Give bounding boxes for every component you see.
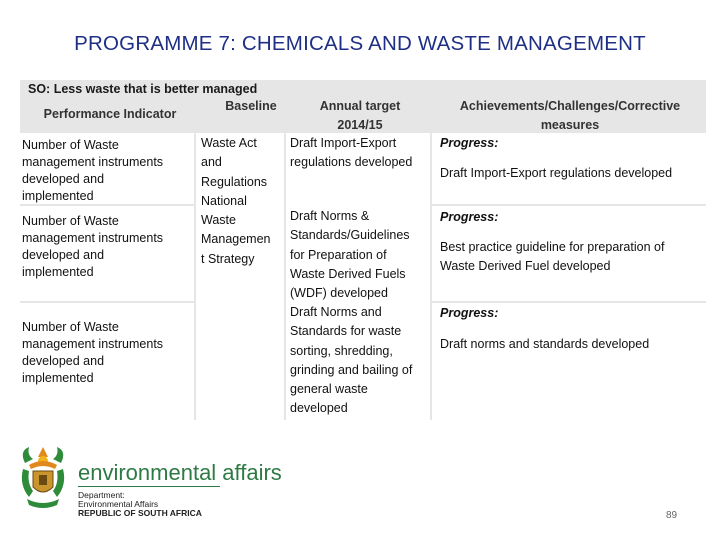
cell-indicator-1 bbox=[20, 133, 194, 204]
header-indicator: Performance Indicator bbox=[43, 107, 177, 121]
achievement-1-text: Draft Import-Export regulations developed bbox=[440, 166, 673, 180]
baseline-text: Waste Act and Regulations National Waste Managemen t Strategy bbox=[201, 136, 271, 266]
target-2-text: Draft Norms & Standards/Guidelines for Preparation of Waste Derived Fuels (WDF) developed bbox=[290, 209, 410, 301]
header-baseline: Baseline bbox=[225, 99, 277, 113]
cell-indicator-2 bbox=[20, 206, 194, 301]
page-number: 89 bbox=[666, 510, 678, 521]
country-name: REPUBLIC OF SOUTH AFRICA bbox=[78, 508, 202, 518]
target-1-text: Draft Import-Export regulations developed bbox=[290, 136, 413, 170]
header-achievements: Achievements/Challenges/Corrective measures bbox=[459, 99, 681, 132]
cell-annual-target bbox=[286, 133, 430, 420]
department-divider bbox=[78, 486, 220, 487]
department-name: environmental affairs bbox=[78, 460, 282, 485]
department-full-name: Environmental Affairs bbox=[78, 499, 159, 509]
indicator-1-text: Number of Waste management instruments developed and implemented bbox=[22, 138, 164, 203]
progress-label-3: Progress: bbox=[440, 306, 499, 320]
coat-of-arms-logo bbox=[15, 445, 71, 513]
department-label: Department: bbox=[78, 490, 125, 500]
progress-label-2: Progress: bbox=[440, 210, 499, 224]
cell-achievement-1 bbox=[432, 133, 706, 204]
indicator-2-text: Number of Waste management instruments developed and implemented bbox=[22, 214, 164, 279]
slide-title: PROGRAMME 7: CHEMICALS AND WASTE MANAGEMENT bbox=[74, 32, 646, 55]
target-3-text: Draft Norms and Standards for waste sorting, shredding, grinding and bailing of general waste developed bbox=[290, 305, 413, 416]
cell-indicator-3 bbox=[20, 303, 194, 420]
achievement-2-text: Best practice guideline for preparation of Waste Derived Fuel developed bbox=[440, 240, 665, 273]
header-annual-target: Annual target 2014/15 bbox=[319, 99, 401, 132]
cell-achievement-2 bbox=[432, 206, 706, 301]
achievement-3-text: Draft norms and standards developed bbox=[440, 337, 650, 351]
performance-table bbox=[20, 80, 706, 420]
cell-achievement-3 bbox=[432, 303, 706, 420]
cell-baseline bbox=[196, 133, 284, 420]
progress-label-1: Progress: bbox=[440, 136, 499, 150]
strategic-objective-label: SO: Less waste that is better managed bbox=[28, 82, 258, 96]
indicator-3-text: Number of Waste management instruments developed and implemented bbox=[22, 320, 164, 385]
